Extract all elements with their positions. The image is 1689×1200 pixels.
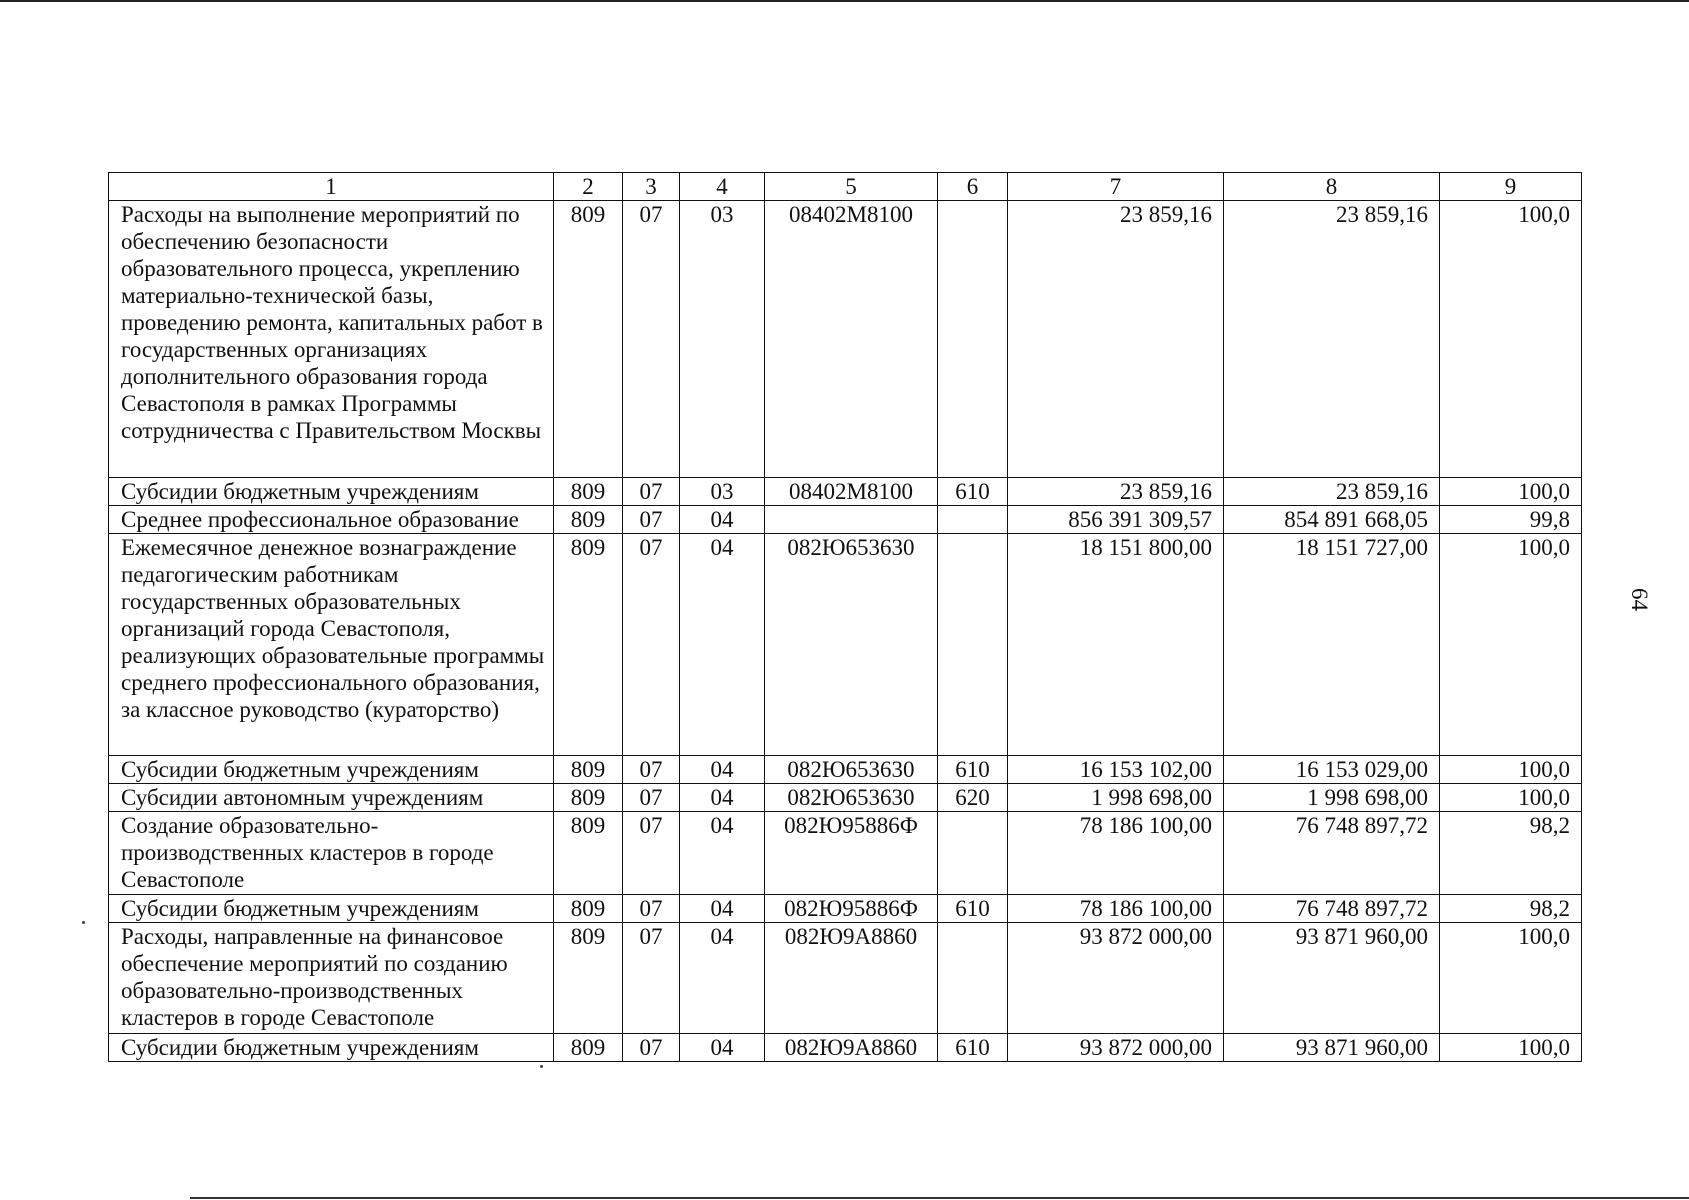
percent-cell: 100,0 bbox=[1440, 1034, 1582, 1062]
percent-cell: 100,0 bbox=[1440, 923, 1582, 1034]
target-article-cell: 082Ю653630 bbox=[765, 534, 938, 756]
section-code-cell: 07 bbox=[623, 895, 680, 923]
section-code-cell: 07 bbox=[623, 812, 680, 895]
executed-amount-cell: 854 891 668,05 bbox=[1224, 506, 1440, 534]
section-code-cell: 07 bbox=[623, 1034, 680, 1062]
ministry-code-cell: 809 bbox=[554, 784, 623, 812]
percent-cell: 99,8 bbox=[1440, 506, 1582, 534]
executed-amount-cell: 93 871 960,00 bbox=[1224, 1034, 1440, 1062]
target-article-cell: 082Ю653630 bbox=[765, 756, 938, 784]
row-name-cell: Расходы на выполнение мероприятий по обеспечению безопасности образовательного процесса, укреплению материально-технической базы, проведению ремонта, капитальных работ в государственных организациях дополнительного образования города Севастополя в рамках Программы сотрудничества с Правительством Москвы bbox=[109, 201, 554, 478]
column-header-6: 6 bbox=[938, 173, 1008, 201]
ministry-code-cell: 809 bbox=[554, 478, 623, 506]
ministry-code-cell: 809 bbox=[554, 756, 623, 784]
table-row bbox=[109, 534, 1582, 756]
subsection-code-cell: 03 bbox=[680, 201, 765, 478]
column-header-8: 8 bbox=[1224, 173, 1440, 201]
ministry-code-cell: 809 bbox=[554, 895, 623, 923]
scan-speck bbox=[540, 1065, 543, 1068]
approved-amount-cell: 78 186 100,00 bbox=[1008, 812, 1224, 895]
percent-cell: 100,0 bbox=[1440, 478, 1582, 506]
table-row bbox=[109, 895, 1582, 923]
column-header-2: 2 bbox=[554, 173, 623, 201]
executed-amount-cell: 76 748 897,72 bbox=[1224, 812, 1440, 895]
subsection-code-cell: 03 bbox=[680, 478, 765, 506]
section-code-cell: 07 bbox=[623, 201, 680, 478]
section-code-cell: 07 bbox=[623, 534, 680, 756]
column-header-9: 9 bbox=[1440, 173, 1582, 201]
percent-cell: 98,2 bbox=[1440, 812, 1582, 895]
approved-amount-cell: 1 998 698,00 bbox=[1008, 784, 1224, 812]
expense-type-cell bbox=[938, 201, 1008, 478]
ministry-code-cell: 809 bbox=[554, 201, 623, 478]
column-header-3: 3 bbox=[623, 173, 680, 201]
executed-amount-cell: 93 871 960,00 bbox=[1224, 923, 1440, 1034]
row-name-cell: Субсидии бюджетным учреждениям bbox=[109, 756, 554, 784]
executed-amount-cell: 18 151 727,00 bbox=[1224, 534, 1440, 756]
expense-type-cell bbox=[938, 923, 1008, 1034]
subsection-code-cell: 04 bbox=[680, 1034, 765, 1062]
row-name-cell: Ежемесячное денежное вознаграждение педагогическим работникам государственных образовательных организаций города Севастополя, реализующих образовательные программы среднего профессионального образования, за классное руководство (кураторство) bbox=[109, 534, 554, 756]
executed-amount-cell: 16 153 029,00 bbox=[1224, 756, 1440, 784]
percent-cell: 100,0 bbox=[1440, 201, 1582, 478]
approved-amount-cell: 18 151 800,00 bbox=[1008, 534, 1224, 756]
row-name-cell: Создание образовательно-производственных кластеров в городе Севастополе bbox=[109, 812, 554, 895]
approved-amount-cell: 78 186 100,00 bbox=[1008, 895, 1224, 923]
table-row bbox=[109, 812, 1582, 895]
percent-cell: 98,2 bbox=[1440, 895, 1582, 923]
column-header-5: 5 bbox=[765, 173, 938, 201]
table-body bbox=[109, 201, 1582, 1062]
percent-cell: 100,0 bbox=[1440, 756, 1582, 784]
header-row bbox=[109, 173, 1582, 201]
row-name-cell: Субсидии автономным учреждениям bbox=[109, 784, 554, 812]
target-article-cell: 082Ю95886Ф bbox=[765, 812, 938, 895]
table-row bbox=[109, 923, 1582, 1034]
ministry-code-cell: 809 bbox=[554, 1034, 623, 1062]
approved-amount-cell: 23 859,16 bbox=[1008, 201, 1224, 478]
percent-cell: 100,0 bbox=[1440, 534, 1582, 756]
expense-type-cell: 610 bbox=[938, 478, 1008, 506]
table-row bbox=[109, 784, 1582, 812]
section-code-cell: 07 bbox=[623, 478, 680, 506]
target-article-cell: 08402М8100 bbox=[765, 201, 938, 478]
approved-amount-cell: 93 872 000,00 bbox=[1008, 1034, 1224, 1062]
executed-amount-cell: 76 748 897,72 bbox=[1224, 895, 1440, 923]
approved-amount-cell: 93 872 000,00 bbox=[1008, 923, 1224, 1034]
row-name-cell: Субсидии бюджетным учреждениям bbox=[109, 895, 554, 923]
row-name-cell: Среднее профессиональное образование bbox=[109, 506, 554, 534]
executed-amount-cell: 1 998 698,00 bbox=[1224, 784, 1440, 812]
table-row bbox=[109, 1034, 1582, 1062]
percent-cell: 100,0 bbox=[1440, 784, 1582, 812]
ministry-code-cell: 809 bbox=[554, 923, 623, 1034]
expense-type-cell bbox=[938, 534, 1008, 756]
section-code-cell: 07 bbox=[623, 756, 680, 784]
subsection-code-cell: 04 bbox=[680, 756, 765, 784]
scan-speck bbox=[82, 921, 85, 924]
table-row bbox=[109, 756, 1582, 784]
column-header-1: 1 bbox=[109, 173, 554, 201]
row-name-cell: Субсидии бюджетным учреждениям bbox=[109, 478, 554, 506]
ministry-code-cell: 809 bbox=[554, 812, 623, 895]
expense-type-cell bbox=[938, 812, 1008, 895]
budget-table bbox=[108, 172, 1582, 1062]
row-name-cell: Субсидии бюджетным учреждениям bbox=[109, 1034, 554, 1062]
expense-type-cell: 610 bbox=[938, 1034, 1008, 1062]
section-code-cell: 07 bbox=[623, 784, 680, 812]
target-article-cell: 08402М8100 bbox=[765, 478, 938, 506]
subsection-code-cell: 04 bbox=[680, 812, 765, 895]
subsection-code-cell: 04 bbox=[680, 534, 765, 756]
approved-amount-cell: 23 859,16 bbox=[1008, 478, 1224, 506]
page-bottom-rule bbox=[190, 1197, 1689, 1199]
subsection-code-cell: 04 bbox=[680, 506, 765, 534]
target-article-cell: 082Ю653630 bbox=[765, 784, 938, 812]
expense-type-cell: 620 bbox=[938, 784, 1008, 812]
approved-amount-cell: 856 391 309,57 bbox=[1008, 506, 1224, 534]
expense-type-cell bbox=[938, 506, 1008, 534]
table-row bbox=[109, 201, 1582, 478]
column-header-7: 7 bbox=[1008, 173, 1224, 201]
target-article-cell: 082Ю9А8860 bbox=[765, 923, 938, 1034]
subsection-code-cell: 04 bbox=[680, 784, 765, 812]
approved-amount-cell: 16 153 102,00 bbox=[1008, 756, 1224, 784]
target-article-cell: 082Ю95886Ф bbox=[765, 895, 938, 923]
subsection-code-cell: 04 bbox=[680, 923, 765, 1034]
table-row bbox=[109, 506, 1582, 534]
table-row bbox=[109, 478, 1582, 506]
section-code-cell: 07 bbox=[623, 506, 680, 534]
page-top-edge bbox=[0, 0, 1689, 2]
subsection-code-cell: 04 bbox=[680, 895, 765, 923]
target-article-cell bbox=[765, 506, 938, 534]
row-name-cell: Расходы, направленные на финансовое обеспечение мероприятий по созданию образовательно-производственных кластеров в городе Севастополе bbox=[109, 923, 554, 1034]
ministry-code-cell: 809 bbox=[554, 506, 623, 534]
ministry-code-cell: 809 bbox=[554, 534, 623, 756]
expense-type-cell: 610 bbox=[938, 895, 1008, 923]
executed-amount-cell: 23 859,16 bbox=[1224, 478, 1440, 506]
column-header-4: 4 bbox=[680, 173, 765, 201]
section-code-cell: 07 bbox=[623, 923, 680, 1034]
target-article-cell: 082Ю9А8860 bbox=[765, 1034, 938, 1062]
expense-type-cell: 610 bbox=[938, 756, 1008, 784]
page-number: 64 bbox=[1627, 588, 1652, 611]
executed-amount-cell: 23 859,16 bbox=[1224, 201, 1440, 478]
